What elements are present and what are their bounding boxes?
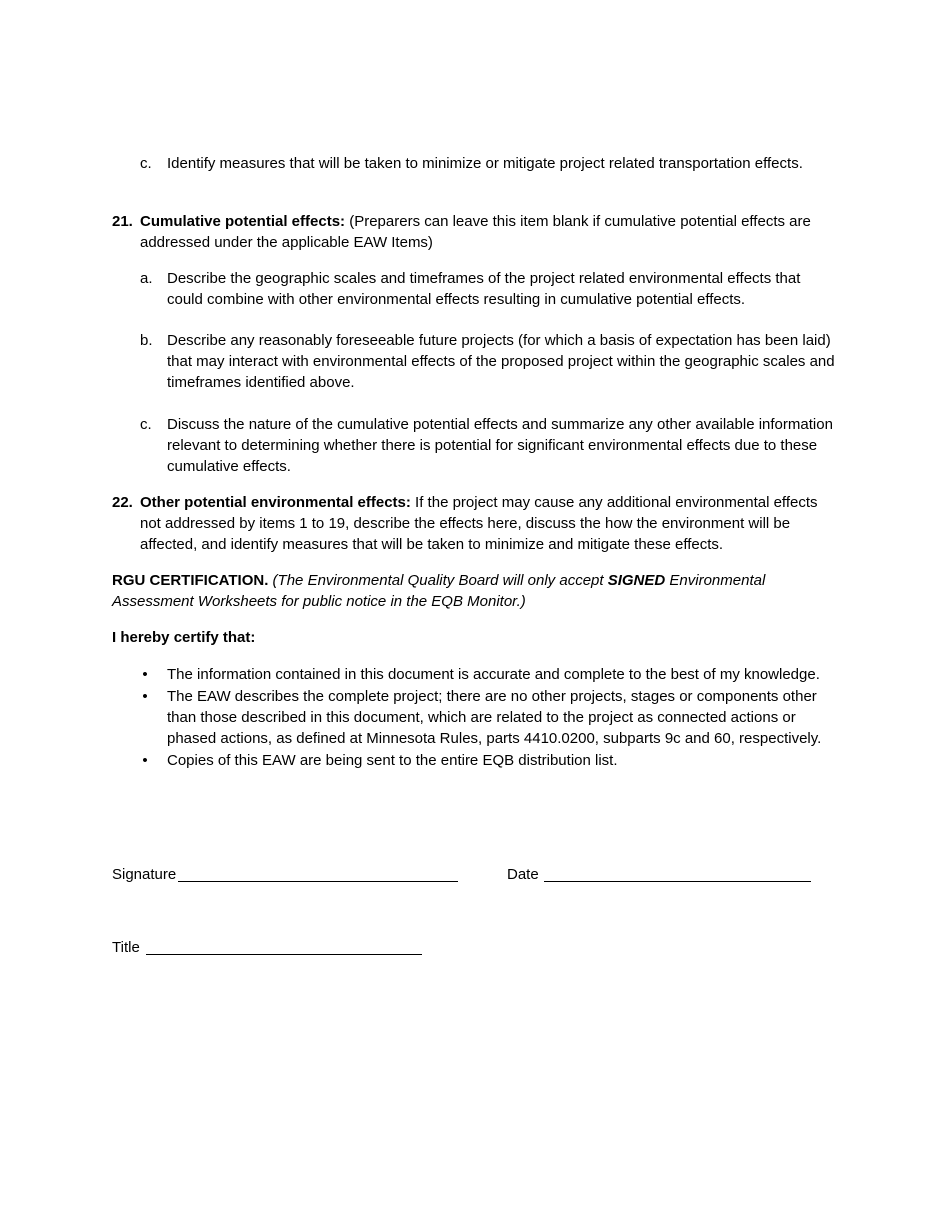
rgu-note-part1: (The Environmental Quality Board will only accept (268, 572, 608, 589)
item-21c-text: Discuss the nature of the cumulative potential effects and summarize any other available information relevant to determining whether there is potential for significant environmental effects due to these cumulative effects. (167, 416, 833, 475)
item-20c (140, 153, 840, 174)
title-label: Title (112, 939, 140, 956)
list-item (142, 686, 840, 749)
bullet-glyph: • (142, 666, 148, 683)
date-label: Date (507, 866, 539, 883)
item-21a (140, 268, 840, 310)
date-line[interactable] (544, 881, 811, 882)
rgu-certification (112, 570, 840, 612)
title-line[interactable] (146, 954, 422, 955)
signature-line[interactable] (178, 881, 458, 882)
certification-bullets (140, 664, 840, 772)
item-21-number: 21. (112, 213, 133, 230)
rgu-note-signed: SIGNED (607, 572, 666, 589)
item-20c-marker: c. (140, 155, 152, 172)
certify-label: I hereby certify that: (112, 629, 256, 646)
rgu-certification-heading: RGU CERTIFICATION. (112, 572, 269, 589)
item-22-heading: Other potential environmental effects: (140, 494, 411, 511)
item-21c-marker: c. (140, 416, 152, 433)
item-21a-marker: a. (140, 270, 153, 287)
item-22 (112, 492, 840, 555)
bullet-glyph: • (142, 688, 148, 705)
item-22-paragraph (140, 492, 840, 555)
item-21c (140, 414, 840, 477)
item-21-heading: Cumulative potential effects: (140, 213, 346, 230)
list-item (142, 750, 840, 771)
signature-label: Signature (112, 866, 177, 883)
bullet-text: The information contained in this document is accurate and complete to the best of my knowledge. (167, 666, 820, 683)
list-item (142, 664, 840, 685)
bullet-text: Copies of this EAW are being sent to the entire EQB distribution list. (167, 752, 618, 769)
item-21-paragraph (140, 211, 840, 253)
item-21b (140, 330, 840, 393)
bullet-glyph: • (142, 752, 148, 769)
item-22-number: 22. (112, 494, 133, 511)
item-21a-text: Describe the geographic scales and timeframes of the project related environmental effects that could combine with other environmental effects resulting in cumulative potential effects. (167, 270, 801, 308)
item-21 (112, 211, 840, 253)
item-21-intro: (Preparers can leave this item blank if cumulative potential effects are addressed under the applicable EAW Items) (140, 213, 811, 251)
item-21b-text: Describe any reasonably foreseeable future projects (for which a basis of expectation has been laid) that may interact with environmental effects of the proposed project within the geographic scales and timeframes identified above. (167, 332, 835, 391)
rgu-note-part2: Environmental Assessment Worksheets for public notice in the EQB Monitor.) (112, 572, 766, 610)
item-21b-marker: b. (140, 332, 153, 349)
item-20c-text: Identify measures that will be taken to minimize or mitigate project related transportation effects. (167, 155, 803, 172)
bullet-text: The EAW describes the complete project; there are no other projects, stages or components other than those described in this document, which are related to the project as connected actions or phased actions, as defined at Minnesota Rules, parts 4410.0200, subparts 9c and 60, respectively. (167, 688, 822, 747)
item-22-text: If the project may cause any additional environmental effects not addressed by items 1 to 19, describe the effects here, discuss the how the environment will be affected, and identify measures that will be taken to minimize and mitigate these effects. (140, 494, 818, 553)
